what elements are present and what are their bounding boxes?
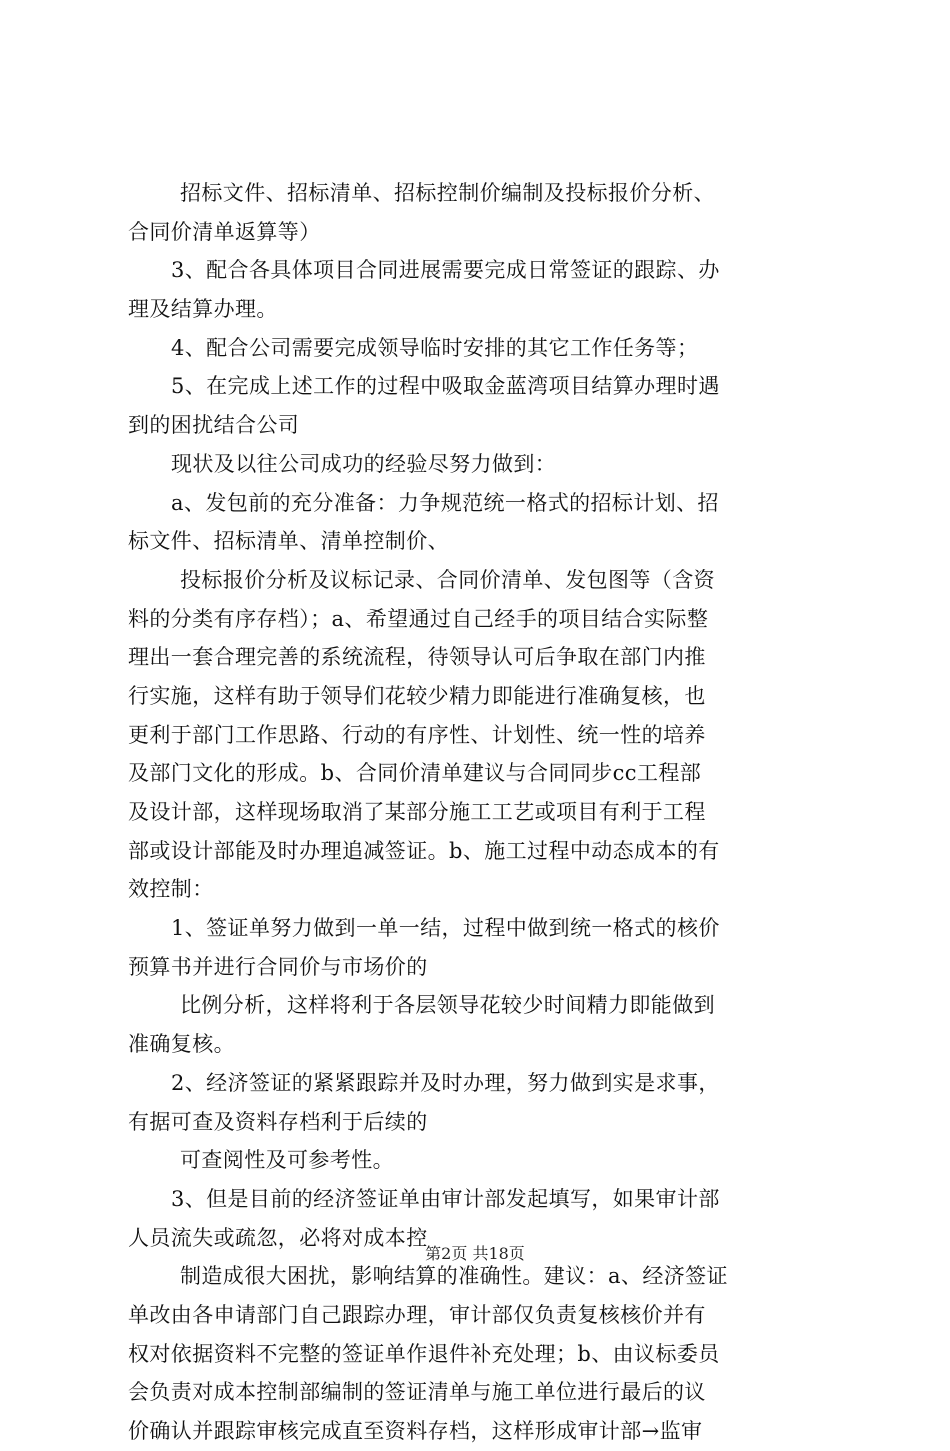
text-line: 到的困扰结合公司 [128, 413, 300, 438]
text-line: 3、但是目前的经济签证单由审计部发起填写，如果审计部 [171, 1186, 720, 1211]
text-line: 人员流失或疏忽，必将对成本控 [128, 1225, 428, 1250]
text-line: 比例分析，这样将利于各层领导花较少时间精力即能做到 [180, 993, 715, 1018]
text-line: 4、配合公司需要完成领导临时安排的其它工作任务等； [171, 335, 699, 360]
text-line: 更利于部门工作思路、行动的有序性、计划性、统一性的培养 [128, 722, 706, 747]
text-line: 制造成很大困扰，影响结算的准确性。建议：a、经济签证 [180, 1264, 728, 1289]
text-line: 行实施，这样有助于领导们花较少精力即能进行准确复核，也 [128, 683, 706, 708]
text-line: 理及结算办理。 [128, 297, 278, 322]
text-line: 会负责对成本控制部编制的签证清单与施工单位进行最后的议 [128, 1380, 706, 1405]
text-line: 标文件、招标清单、清单控制价、 [128, 529, 449, 554]
page-number-footer: 第2页 共18页 [425, 1244, 525, 1263]
text-line: 单改由各申请部门自己跟踪办理，审计部仅负责复核核价并有 [128, 1302, 706, 1327]
text-line: 2、经济签证的紧紧跟踪并及时办理，努力做到实是求事， [171, 1070, 720, 1095]
text-line: 投标报价分析及议标记录、合同价清单、发包图等（含资 [180, 567, 715, 592]
text-line: 现状及以往公司成功的经验尽努力做到： [171, 451, 557, 476]
text-line: 可查阅性及可参考性。 [180, 1148, 394, 1173]
text-line: 及设计部，这样现场取消了某部分施工工艺或项目有利于工程 [128, 800, 706, 824]
text-line: 部或设计部能及时办理追减签证。b、施工过程中动态成本的有 [128, 838, 720, 863]
text-line: a、发包前的充分准备：力争规范统一格式的招标计划、招 [171, 490, 719, 515]
text-line: 及部门文化的形成。b、合同价清单建议与合同同步cc工程部 [128, 761, 702, 786]
text-line: 料的分类有序存档）；a、希望通过自己经手的项目结合实际整 [128, 606, 709, 631]
text-line: 招标文件、招标清单、招标控制价编制及投标报价分析、 [180, 181, 715, 205]
text-line: 权对依据资料不完整的签证单作退件补充处理；b、由议标委员 [128, 1341, 720, 1366]
text-line: 准确复核。 [128, 1032, 235, 1057]
text-line: 合同价清单返算等） [128, 219, 321, 244]
text-line: 1、签证单努力做到一单一结，过程中做到统一格式的核价 [171, 916, 720, 941]
text-line: 5、在完成上述工作的过程中吸取金蓝湾项目结算办理时遇 [171, 374, 720, 399]
text-line: 理出一套合理完善的系统流程，待领导认可后争取在部门内推 [128, 645, 706, 670]
text-line: 3、配合各具体项目合同进展需要完成日常签证的跟踪、办 [171, 258, 720, 283]
text-line: 效控制： [128, 877, 214, 902]
text-line: 价确认并跟踪审核完成直至资料存档，这样形成审计部→监审 [128, 1419, 703, 1443]
text-line: 有据可查及资料存档利于后续的 [128, 1109, 428, 1134]
text-line: 预算书并进行合同价与市场价的 [128, 954, 428, 979]
